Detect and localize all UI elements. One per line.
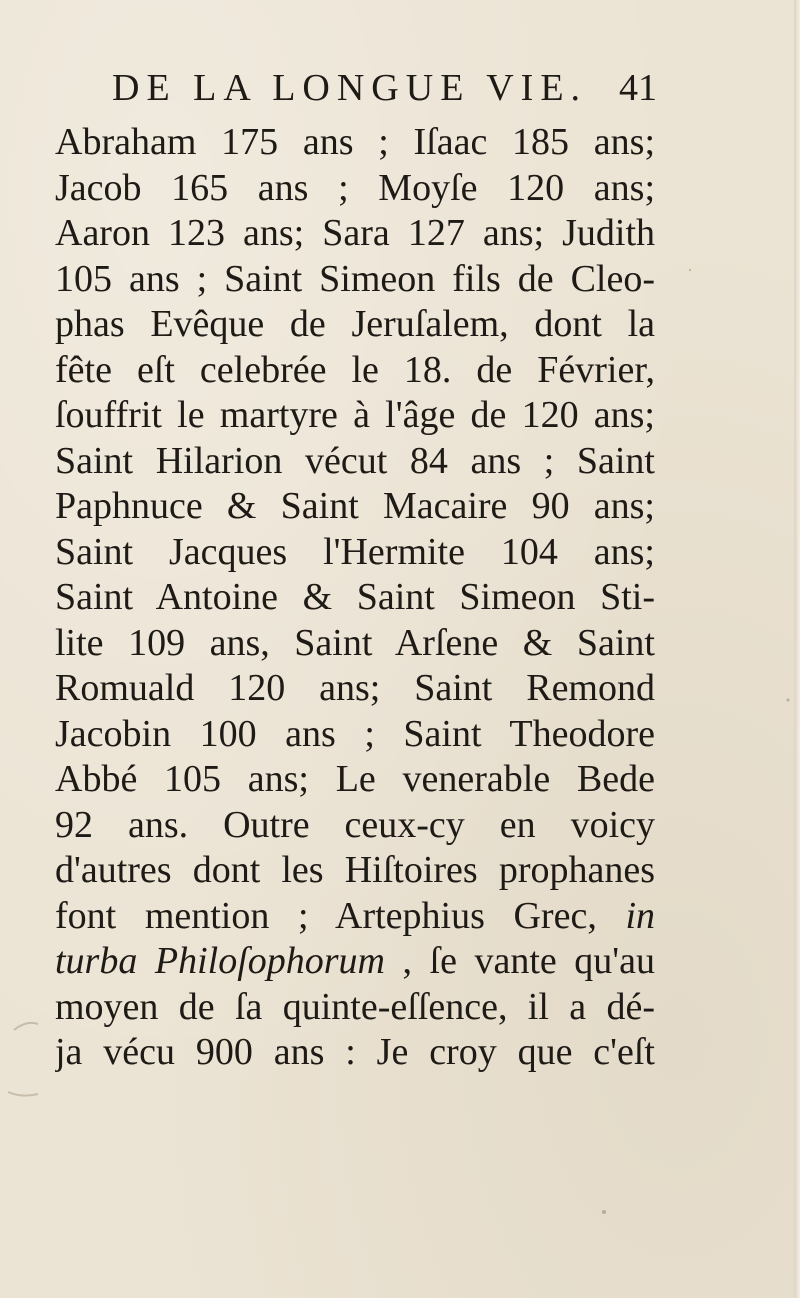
text-line: Paphnuce & Saint Macaire 90 ans;	[55, 485, 655, 527]
running-title: DE LA LONGUE VIE.	[112, 67, 588, 109]
text-line: fête eſt celebrée le 18. de Février,	[55, 348, 655, 391]
text-line: Jacob 165 ans ; Moyſe 120 ans;	[55, 166, 655, 209]
page-number: 41	[619, 67, 657, 109]
text-line: ja vécu 900 ans : Je croy que c'eſt	[55, 1031, 655, 1073]
page-edge	[794, 0, 800, 1298]
text-line: lite 109 ans, Saint Arſene & Saint	[55, 621, 655, 664]
text-line: phas Evêque de Jeruſalem, dont la	[55, 303, 655, 345]
text-line	[55, 939, 655, 985]
text-line: d'autres dont les Hiſtoires prophanes	[55, 849, 655, 891]
text-line: Saint Hilarion vécut 84 ans ; Saint	[55, 439, 655, 482]
text-line: 92 ans. Outre ceux-cy en voicy	[55, 803, 655, 846]
text-line: Abraham 175 ans ; Iſaac 185 ans;	[55, 121, 655, 163]
text-line	[55, 894, 655, 940]
text-line: Abbé 105 ans; Le venerable Bede	[55, 758, 655, 800]
text-line-roman: , ſe vante qu'au	[402, 940, 655, 982]
text-line-italic: in	[625, 894, 655, 937]
text-line-roman: font mention ; Artephius Grec,	[55, 894, 597, 937]
text-line-italic: turba Philoſophorum	[55, 940, 385, 982]
text-line: Aaron 123 ans; Sara 127 ans; Judith	[55, 212, 655, 254]
running-head	[112, 60, 657, 116]
text-line: moyen de ſa quinte-eſſence, il a dé-	[55, 985, 655, 1028]
text-line: Saint Antoine & Saint Simeon Sti-	[55, 576, 655, 618]
text-line: 105 ans ; Saint Simeon fils de Cleo-	[55, 257, 655, 300]
text-line: Romuald 120 ans; Saint Remond	[55, 667, 655, 709]
text-line: Saint Jacques l'Hermite 104 ans;	[55, 530, 655, 573]
text-line: Jacobin 100 ans ; Saint Theodore	[55, 712, 655, 755]
text-line: ſouffrit le martyre à l'âge de 120 ans;	[55, 394, 655, 436]
body-text	[55, 120, 655, 1076]
